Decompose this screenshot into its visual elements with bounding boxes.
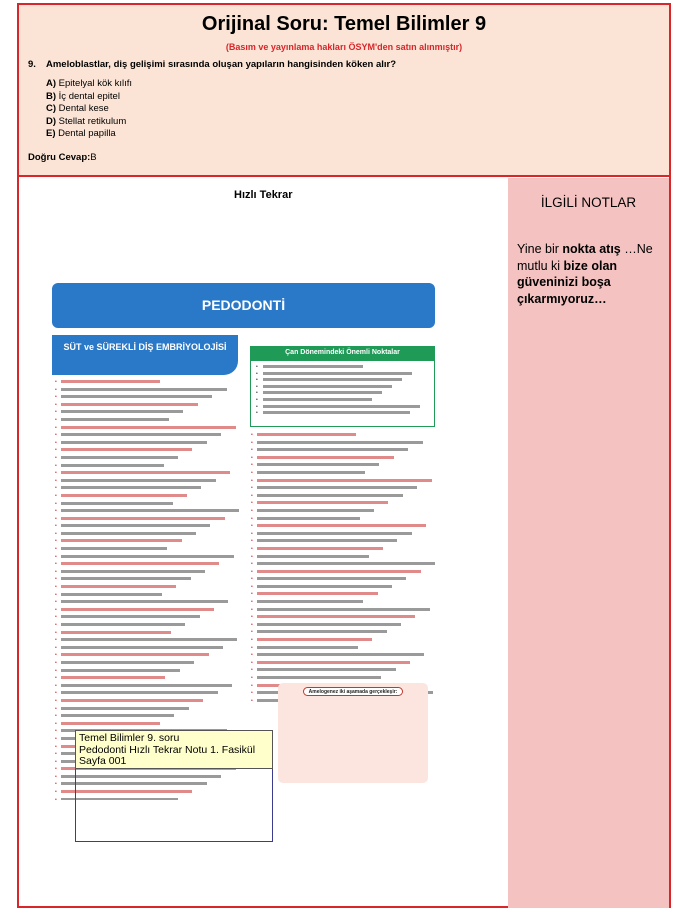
source-line-2: Pedodonti Hızlı Tekrar Notu 1. Fasikül: [79, 743, 256, 756]
text-line: [61, 652, 241, 659]
text-line: [257, 546, 437, 553]
text-line: [61, 584, 241, 591]
option-a: A) Epitelyal kök kılıfı: [46, 78, 133, 89]
text-line: [257, 599, 437, 606]
notes-panel: [508, 178, 669, 908]
text-line: [257, 462, 437, 469]
correct-answer: [28, 152, 97, 163]
text-line: [61, 668, 241, 675]
text-line: [257, 516, 437, 523]
text-line: [61, 713, 241, 720]
text-line: [257, 508, 437, 515]
text-line: [257, 614, 437, 621]
bell-note-line: [263, 364, 430, 371]
text-line: [257, 500, 437, 507]
text-line: [61, 478, 241, 485]
text-line: [257, 569, 437, 576]
notes-text: Yine bir nokta atış …Ne mutlu ki bize olan güveninizi boşa çıkarmıyoruz…: [517, 242, 653, 306]
notes-title: İLGİLİ NOTLAR: [540, 195, 637, 210]
text-line: [61, 645, 241, 652]
text-line: [61, 622, 241, 629]
text-line: [257, 432, 437, 439]
text-line: [61, 455, 241, 462]
text-line: [257, 584, 437, 591]
text-line: [257, 485, 437, 492]
text-line: [257, 531, 437, 538]
bell-note-line: [263, 390, 430, 397]
question-text: Ameloblastlar, diş gelişimi sırasında oluşan yapıların hangisinden köken alır?: [46, 59, 397, 70]
text-line: [61, 447, 241, 454]
text-line: [257, 455, 437, 462]
bell-stage-notes-box: [250, 360, 435, 427]
source-reference: [75, 730, 273, 769]
page-title: Orijinal Soru: Temel Bilimler 9: [201, 13, 487, 35]
text-line: [257, 660, 437, 667]
bell-note-line: [263, 371, 430, 378]
question-stem: [28, 59, 396, 70]
copyright-note: (Basım ve yayınlama hakları ÖSYM'den satın alınmıştır): [225, 42, 463, 52]
section-bell-stage-header: Çan Dönemindeki Önemli Noktalar: [250, 346, 435, 360]
text-line: [257, 538, 437, 545]
text-line: [257, 675, 437, 682]
text-line: [61, 394, 241, 401]
text-line: [61, 721, 241, 728]
bell-note-line: [263, 384, 430, 391]
text-line: [257, 478, 437, 485]
text-line: [61, 690, 241, 697]
text-line: [61, 599, 241, 606]
text-line: [61, 607, 241, 614]
text-line: [61, 417, 241, 424]
diagram-title: Amelogenez iki aşamada gerçekleşir:: [303, 687, 403, 696]
textbook-page-image: [52, 280, 440, 800]
text-line: [61, 538, 241, 545]
text-line: [61, 425, 241, 432]
text-line: [61, 554, 241, 561]
text-line: [61, 569, 241, 576]
text-line: [61, 637, 241, 644]
text-line: [61, 409, 241, 416]
text-line: [61, 561, 241, 568]
text-line: [61, 592, 241, 599]
text-line: [61, 379, 241, 386]
quick-review-label: Hızlı Tekrar: [234, 189, 293, 201]
text-line: [61, 493, 241, 500]
source-line-3: Sayfa 001: [79, 755, 127, 767]
text-line: [257, 667, 437, 674]
text-line: [61, 508, 241, 515]
text-line: [257, 591, 437, 598]
option-d: D) Stellat retikulum: [46, 115, 127, 127]
option-b: B) İç dental epitel: [46, 90, 120, 102]
text-line: [257, 523, 437, 530]
text-line: [61, 516, 241, 523]
text-line: [257, 447, 437, 454]
text-line: [61, 660, 241, 667]
section-embryology-header: SÜT ve SÜREKLİ DİŞ EMBRİYOLOJİSİ: [52, 335, 238, 375]
page-banner: PEDODONTİ: [52, 283, 435, 328]
option-c: C) Dental kese: [46, 103, 109, 114]
option-e: E) Dental papilla: [46, 128, 116, 139]
question-panel: [19, 5, 669, 177]
bell-note-line: [263, 397, 430, 404]
text-line: [61, 614, 241, 621]
text-line: [257, 493, 437, 500]
text-line: [257, 622, 437, 629]
text-line: [61, 576, 241, 583]
text-line: [257, 554, 437, 561]
text-line: [61, 432, 241, 439]
answer-label: Doğru Cevap:: [28, 152, 91, 163]
text-line: [61, 683, 241, 690]
text-line: [257, 470, 437, 477]
bell-note-line: [263, 410, 430, 417]
text-line: [61, 706, 241, 713]
text-line: [61, 523, 241, 530]
text-line: [257, 576, 437, 583]
text-line: [61, 531, 241, 538]
text-line: [61, 470, 241, 477]
text-line: [61, 440, 241, 447]
text-line: [257, 637, 437, 644]
text-line: [61, 630, 241, 637]
text-line: [257, 629, 437, 636]
text-line: [61, 402, 241, 409]
bell-stage-text-column: [257, 432, 437, 705]
text-line: [61, 698, 241, 705]
text-line: [257, 645, 437, 652]
bell-note-line: [263, 377, 430, 384]
question-number: 9.: [28, 59, 36, 70]
text-line: [61, 463, 241, 470]
text-line: [257, 440, 437, 447]
text-line: [257, 652, 437, 659]
answer-options: [46, 78, 132, 141]
text-line: [257, 561, 437, 568]
amelogenesis-diagram: [278, 683, 428, 783]
text-line: [61, 546, 241, 553]
answer-value: B: [90, 152, 97, 163]
text-line: [61, 485, 241, 492]
text-line: [61, 387, 241, 394]
text-line: [257, 607, 437, 614]
bell-note-line: [263, 404, 430, 411]
text-line: [61, 501, 241, 508]
source-line-1: Temel Bilimler 9. soru: [79, 732, 180, 744]
text-line: [61, 675, 241, 682]
